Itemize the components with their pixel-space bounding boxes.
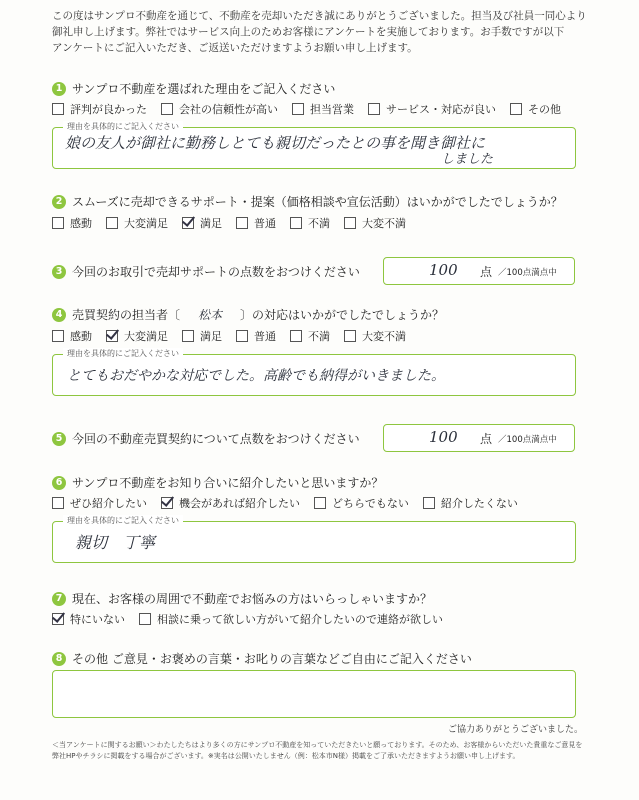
thanks-text: ご協力ありがとうございました。 bbox=[447, 725, 583, 735]
checkbox[interactable] bbox=[290, 217, 302, 229]
q7-option[interactable]: 特にいない bbox=[52, 611, 125, 627]
score-note: ／100点満点中 bbox=[498, 268, 557, 278]
checkbox-checked[interactable] bbox=[52, 613, 64, 625]
checkbox[interactable] bbox=[161, 103, 173, 115]
question-6 bbox=[52, 474, 383, 491]
checkbox[interactable] bbox=[52, 497, 64, 509]
reason-label: 理由を具体的にご記入ください bbox=[63, 348, 183, 359]
checkbox[interactable] bbox=[52, 330, 64, 342]
handwritten-answer: とてもおだやかな対応でした。高齢でも納得がいきました。 bbox=[67, 368, 445, 384]
q4-option[interactable]: 大変満足 bbox=[106, 328, 168, 344]
score-value: 100 bbox=[429, 261, 458, 279]
question-text: サンプロ不動産を選ばれた理由をご記入ください bbox=[72, 82, 336, 96]
question-number: 3 bbox=[52, 265, 66, 279]
q4-reason-box[interactable] bbox=[52, 349, 576, 396]
checkbox-checked[interactable] bbox=[106, 330, 118, 342]
staff-name[interactable]: 松本 bbox=[198, 308, 223, 322]
checkbox[interactable] bbox=[290, 330, 302, 342]
checkbox[interactable] bbox=[236, 330, 248, 342]
q4-option[interactable]: 不満 bbox=[290, 328, 330, 344]
question-number: 1 bbox=[52, 82, 66, 96]
q1-option[interactable]: その他 bbox=[510, 101, 561, 117]
checkbox-checked[interactable] bbox=[161, 497, 173, 509]
q4-option[interactable]: 満足 bbox=[182, 328, 222, 344]
question-3 bbox=[52, 263, 360, 280]
q2-option[interactable]: 大変満足 bbox=[106, 215, 168, 231]
handwritten-answer: 親切 丁寧 bbox=[75, 533, 156, 552]
question-text: サンプロ不動産をお知り合いに紹介したいと思いますか？ bbox=[72, 476, 384, 490]
q6-option[interactable]: 紹介したくない bbox=[423, 495, 518, 511]
q2-options bbox=[52, 215, 420, 231]
q2-option[interactable]: 大変不満 bbox=[344, 215, 406, 231]
question-1 bbox=[52, 80, 335, 97]
q2-option[interactable]: 普通 bbox=[236, 215, 276, 231]
checkbox[interactable] bbox=[344, 217, 356, 229]
q7-options bbox=[52, 611, 457, 627]
score-value: 100 bbox=[429, 428, 458, 446]
checkbox[interactable] bbox=[423, 497, 435, 509]
question-text: スムーズに売却できるサポート・提案（価格相談や宣伝活動）はいかがでしたでしょうか？ bbox=[72, 195, 563, 209]
q4-options bbox=[52, 328, 420, 344]
question-text: 売買契約の担当者〔 bbox=[72, 308, 181, 322]
q6-option[interactable]: 機会があれば紹介したい bbox=[161, 495, 300, 511]
score-unit: 点 bbox=[480, 432, 493, 446]
checkbox[interactable] bbox=[314, 497, 326, 509]
intro-line: 御礼申し上げます。弊社ではサービス向上のためお客様にアンケートを実施しております。お手数ですが以下 bbox=[52, 26, 565, 38]
question-number: 6 bbox=[52, 476, 66, 490]
checkbox[interactable] bbox=[368, 103, 380, 115]
q8-comment-box[interactable] bbox=[52, 670, 576, 718]
footnote-line: ＜当アンケートに関するお願い＞わたしたちはより多くの方にサンプロ不動産を知っていただきたいと願っております。そのため、お客様からいただいた貴重なご意見を bbox=[52, 741, 583, 749]
question-text: 現在、お客様の周囲で不動産でお悩みの方はいらっしゃいますか？ bbox=[72, 592, 433, 606]
handwritten-answer: 娘の友人が御社に勤務しとても親切だったとの事を聞き御社に bbox=[65, 134, 486, 152]
q4-option[interactable]: 大変不満 bbox=[344, 328, 406, 344]
question-8 bbox=[52, 650, 472, 667]
q1-option[interactable]: 評判が良かった bbox=[52, 101, 147, 117]
q4-option[interactable]: 普通 bbox=[236, 328, 276, 344]
question-number: 8 bbox=[52, 652, 66, 666]
q7-option[interactable]: 相談に乗って欲しい方がいて紹介したいので連絡が欲しい bbox=[139, 611, 443, 627]
score-unit: 点 bbox=[480, 265, 493, 279]
question-4 bbox=[52, 306, 444, 323]
question-text: 今回の不動産売買契約について点数をおつけください bbox=[72, 432, 360, 446]
checkbox[interactable] bbox=[52, 217, 64, 229]
intro-line: この度はサンプロ不動産を通じて、不動産を売却いただき誠にありがとうございました。担当及び社員一同心より bbox=[52, 10, 587, 22]
footnote-line: 弊社HPやチラシに掲載をする場合がございます。※実名は公開いたしません（例：松本市N様）掲載をご了承いただきますようお願い申し上げます。 bbox=[52, 752, 520, 760]
checkbox[interactable] bbox=[344, 330, 356, 342]
checkbox-checked[interactable] bbox=[182, 217, 194, 229]
q2-option[interactable]: 不満 bbox=[290, 215, 330, 231]
q6-option[interactable]: どちらでもない bbox=[314, 495, 409, 511]
q6-option[interactable]: ぜひ紹介したい bbox=[52, 495, 147, 511]
question-text: 〕の対応はいかがでしたでしょうか？ bbox=[240, 308, 445, 322]
reason-label: 理由を具体的にご記入ください bbox=[63, 121, 183, 132]
q1-option[interactable]: 会社の信頼性が高い bbox=[161, 101, 278, 117]
q3-score-box[interactable] bbox=[383, 257, 575, 285]
question-text: 今回のお取引で売却サポートの点数をおつけください bbox=[72, 265, 360, 279]
q4-option[interactable]: 感動 bbox=[52, 328, 92, 344]
q2-option[interactable]: 感動 bbox=[52, 215, 92, 231]
reason-label: 理由を具体的にご記入ください bbox=[63, 515, 183, 526]
question-2 bbox=[52, 193, 563, 210]
handwritten-answer: しました bbox=[441, 152, 494, 167]
checkbox[interactable] bbox=[292, 103, 304, 115]
question-number: 2 bbox=[52, 195, 66, 209]
question-number: 7 bbox=[52, 592, 66, 606]
checkbox[interactable] bbox=[106, 217, 118, 229]
question-5 bbox=[52, 430, 360, 447]
q1-options bbox=[52, 101, 575, 117]
q6-reason-box[interactable] bbox=[52, 516, 576, 563]
q5-score-box[interactable] bbox=[383, 424, 575, 452]
q1-option[interactable]: 担当営業 bbox=[292, 101, 354, 117]
q1-reason-box[interactable] bbox=[52, 122, 576, 169]
checkbox[interactable] bbox=[510, 103, 522, 115]
question-text: その他 ご意見・お褒めの言葉・お叱りの言葉などご自由にご記入ください bbox=[72, 652, 472, 666]
intro-line: アンケートにご記入いただき、ご返送いただけますようお願い申し上げます。 bbox=[52, 42, 418, 54]
question-number: 4 bbox=[52, 308, 66, 322]
intro-text bbox=[52, 8, 592, 56]
q6-options bbox=[52, 495, 532, 511]
checkbox[interactable] bbox=[236, 217, 248, 229]
question-7 bbox=[52, 590, 432, 607]
q2-option[interactable]: 満足 bbox=[182, 215, 222, 231]
question-number: 5 bbox=[52, 432, 66, 446]
checkbox[interactable] bbox=[182, 330, 194, 342]
score-note: ／100点満点中 bbox=[498, 435, 557, 445]
checkbox[interactable] bbox=[139, 613, 151, 625]
checkbox[interactable] bbox=[52, 103, 64, 115]
footnote bbox=[52, 740, 592, 762]
q1-option[interactable]: サービス・対応が良い bbox=[368, 101, 496, 117]
